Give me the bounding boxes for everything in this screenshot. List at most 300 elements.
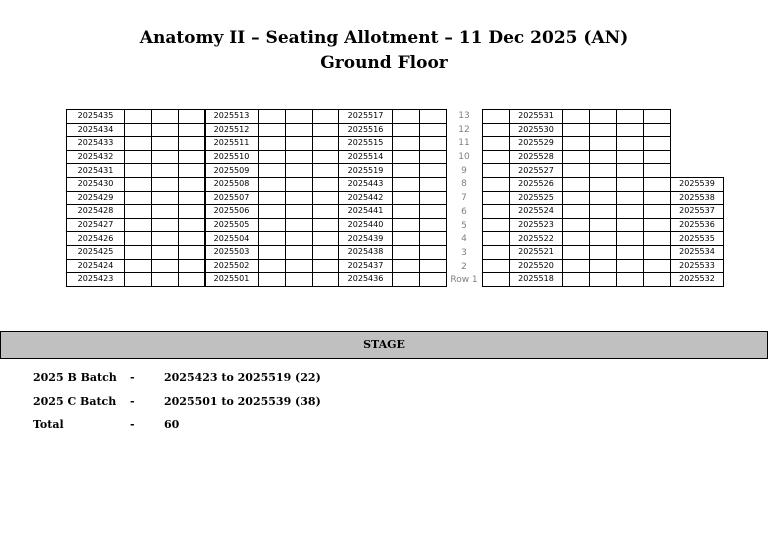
seat-cell: 2025539 [671,177,724,191]
seat-cell: 2025523 [510,218,563,232]
seat-cell [563,177,590,191]
seat-cell [259,259,286,273]
seat-cell [563,245,590,259]
seat-cell [563,150,590,164]
seat-cell [617,150,644,164]
seat-cell: 2025440 [339,218,393,232]
row-label: 2 [461,261,467,272]
seat-cell [483,191,510,205]
seat-row [205,273,339,287]
seat-cell [286,123,313,137]
seat-cell [590,164,617,178]
seat-cell: 2025429 [67,191,125,205]
seat-cell: 2025513 [205,110,259,124]
seat-cell [563,273,590,287]
seat-cell [420,123,447,137]
seat-cell: 2025439 [339,232,393,246]
seat-cell: 2025532 [671,273,724,287]
seat-cell [393,259,420,273]
seat-cell [179,232,206,246]
seat-cell: 2025512 [205,123,259,137]
seat-row [205,123,339,137]
seat-cell: 2025538 [671,191,724,205]
seat-cell [393,245,420,259]
summary-value: 2025423 to 2025519 (22) [164,371,321,384]
seat-row [67,259,206,273]
seat-row [67,123,206,137]
seat-cell: 2025507 [205,191,259,205]
seat-cell: 2025515 [339,137,393,151]
seat-cell [483,245,510,259]
seat-cell: 2025509 [205,164,259,178]
seat-cell: 2025510 [205,150,259,164]
seat-cell [125,259,152,273]
seat-cell [483,164,510,178]
row-label: 12 [458,124,470,135]
seat-cell: 2025508 [205,177,259,191]
seat-cell: 2025524 [510,205,563,219]
seat-cell: 2025525 [510,191,563,205]
seat-cell [393,123,420,137]
seat-cell: 2025526 [510,177,563,191]
seat-row [339,177,447,191]
seat-cell [563,218,590,232]
seat-cell [483,259,510,273]
seat-cell [286,245,313,259]
seat-cell [259,150,286,164]
summary-label: 2025 B Batch [33,371,117,384]
seat-cell [563,137,590,151]
seat-row [339,259,447,273]
seat-cell [393,177,420,191]
seat-cell: 2025527 [510,164,563,178]
seat-cell [644,150,671,164]
seat-cell [563,205,590,219]
seat-cell [483,123,510,137]
seat-cell [420,150,447,164]
seat-cell [590,177,617,191]
seat-cell [313,218,339,232]
seat-cell [393,218,420,232]
summary-dash: - [130,395,135,408]
seat-row [483,177,724,191]
seat-cell [286,205,313,219]
seat-cell [617,137,644,151]
seat-cell: 2025443 [339,177,393,191]
seat-cell [563,164,590,178]
seat-row [483,150,724,164]
seat-cell: 2025438 [339,245,393,259]
seat-cell [179,137,206,151]
seat-row [205,232,339,246]
seat-cell [617,273,644,287]
seat-cell [420,205,447,219]
seat-cell [125,123,152,137]
seat-cell [590,137,617,151]
seat-row [339,191,447,205]
seat-row [205,205,339,219]
seat-cell [125,205,152,219]
seat-cell: 2025504 [205,232,259,246]
seat-cell [125,218,152,232]
seat-cell [420,218,447,232]
seat-block-1 [66,109,206,287]
seat-cell: 2025514 [339,150,393,164]
seat-cell [313,205,339,219]
seat-cell [483,232,510,246]
seat-cell [393,150,420,164]
seat-cell: 2025518 [510,273,563,287]
seat-row [205,164,339,178]
seat-cell [617,259,644,273]
seat-cell [590,259,617,273]
seat-cell: 2025442 [339,191,393,205]
seat-block-2 [204,109,339,287]
seat-cell [563,259,590,273]
seat-cell [644,110,671,124]
seat-cell [259,205,286,219]
seat-cell [483,273,510,287]
seat-cell [644,137,671,151]
seat-row [205,137,339,151]
seat-cell [286,273,313,287]
seat-row [483,259,724,273]
seat-cell [617,164,644,178]
seat-cell [313,123,339,137]
seat-row [67,137,206,151]
seat-cell [313,259,339,273]
seat-row [339,150,447,164]
seat-cell [179,150,206,164]
seat-cell [644,259,671,273]
seat-cell [590,205,617,219]
seat-cell: 2025434 [67,123,125,137]
seat-cell [286,177,313,191]
seat-cell [286,164,313,178]
seat-cell [644,273,671,287]
seat-cell: 2025424 [67,259,125,273]
seat-cell [644,232,671,246]
seat-row [67,150,206,164]
seat-cell: 2025522 [510,232,563,246]
seat-cell [259,232,286,246]
seat-cell [286,232,313,246]
seat-cell [420,245,447,259]
seat-cell [393,137,420,151]
seat-cell [313,245,339,259]
seat-cell: 2025502 [205,259,259,273]
seat-row [67,110,206,124]
seat-cell [125,177,152,191]
seat-cell [259,177,286,191]
seat-cell [563,191,590,205]
seat-cell [286,150,313,164]
seat-row [483,191,724,205]
seat-cell [259,123,286,137]
seat-cell: 2025428 [67,205,125,219]
seat-cell: 2025436 [339,273,393,287]
seat-cell [590,218,617,232]
seat-cell: 2025533 [671,259,724,273]
seat-cell [152,218,179,232]
seat-cell [644,218,671,232]
seat-cell [420,164,447,178]
seat-cell [313,273,339,287]
seat-cell: 2025519 [339,164,393,178]
row-label: Row 1 [450,275,478,286]
seat-cell: 2025426 [67,232,125,246]
seat-cell [393,191,420,205]
seat-row [205,150,339,164]
seat-cell [259,164,286,178]
seat-cell [259,137,286,151]
seat-row [339,110,447,124]
seat-row [67,205,206,219]
seat-cell: 2025441 [339,205,393,219]
seat-cell [152,245,179,259]
seat-cell: 2025432 [67,150,125,164]
row-label: 3 [461,247,467,258]
seat-cell: 2025529 [510,137,563,151]
seat-cell [590,191,617,205]
seat-cell [313,177,339,191]
seat-row [483,232,724,246]
seat-cell [483,177,510,191]
seat-row [339,245,447,259]
seat-cell: 2025433 [67,137,125,151]
seat-row [205,191,339,205]
row-label: 13 [458,111,470,121]
seat-row [205,259,339,273]
seat-cell [483,137,510,151]
seat-cell [313,164,339,178]
seat-cell [590,232,617,246]
seat-cell [152,123,179,137]
seat-cell: 2025517 [339,110,393,124]
seat-cell [590,110,617,124]
seat-row [483,110,724,124]
seat-cell [483,218,510,232]
seat-cell: 2025505 [205,218,259,232]
seat-cell [179,218,206,232]
seat-row [67,232,206,246]
seat-cell [313,191,339,205]
seat-cell: 2025503 [205,245,259,259]
seat-cell [617,123,644,137]
seat-row [483,245,724,259]
seat-row [67,245,206,259]
seat-cell [644,205,671,219]
empty-seat-space [671,150,724,164]
seat-cell [420,110,447,124]
summary-row [0,395,768,411]
seat-cell [483,150,510,164]
row-label: 10 [458,152,470,163]
page-title: Anatomy II – Seating Allotment – 11 Dec 2025 (AN) [139,28,629,48]
row-label: 4 [461,234,467,245]
seat-row [339,123,447,137]
seat-cell [617,205,644,219]
seat-cell: 2025528 [510,150,563,164]
seat-cell [179,177,206,191]
seat-cell [152,259,179,273]
seat-block-4 [482,109,724,287]
row-label: 7 [461,193,467,204]
seat-cell: 2025425 [67,245,125,259]
seat-cell [617,177,644,191]
seat-cell [179,273,206,287]
row-label: 5 [461,220,467,231]
seat-cell [420,273,447,287]
seat-row [67,164,206,178]
seat-cell [420,191,447,205]
seat-cell [644,177,671,191]
empty-seat-space [671,123,724,137]
row-label: 6 [461,206,467,217]
seat-row [205,177,339,191]
seat-cell [179,110,206,124]
seat-row [205,218,339,232]
stage-banner: STAGE [0,331,768,359]
seat-cell [259,245,286,259]
seat-cell [393,232,420,246]
seat-cell [179,205,206,219]
row-labels [446,109,482,287]
seat-cell [125,137,152,151]
seat-cell [259,191,286,205]
seat-cell [393,273,420,287]
seat-row [205,110,339,124]
seat-cell [617,232,644,246]
seat-cell [125,110,152,124]
seat-cell: 2025516 [339,123,393,137]
seat-cell [152,164,179,178]
seat-cell [152,150,179,164]
seat-cell: 2025520 [510,259,563,273]
seat-row [483,137,724,151]
seat-row [205,245,339,259]
seat-cell [152,273,179,287]
seat-cell [644,191,671,205]
seat-cell [125,245,152,259]
seat-cell [152,205,179,219]
seat-row [483,164,724,178]
seat-cell: 2025535 [671,232,724,246]
empty-seat-space [671,137,724,151]
seat-cell [590,123,617,137]
seat-cell [644,245,671,259]
seat-cell [590,273,617,287]
seat-cell [125,191,152,205]
seat-cell [286,218,313,232]
seat-row [483,205,724,219]
seat-cell [393,164,420,178]
seat-cell: 2025521 [510,245,563,259]
seat-cell: 2025536 [671,218,724,232]
seat-cell [617,110,644,124]
seat-cell [483,110,510,124]
seat-cell [125,164,152,178]
seat-row [339,273,447,287]
seat-cell [125,273,152,287]
seat-cell [644,164,671,178]
seat-cell [393,205,420,219]
seat-cell [563,123,590,137]
seat-cell [125,150,152,164]
seat-row [339,205,447,219]
summary-value: 60 [164,418,180,431]
seat-cell [179,123,206,137]
seat-cell: 2025427 [67,218,125,232]
seat-cell [420,137,447,151]
seat-cell [152,137,179,151]
seat-cell: 2025423 [67,273,125,287]
seat-cell [313,137,339,151]
seat-cell [563,110,590,124]
empty-seat-space [671,164,724,178]
summary-row [0,418,768,434]
seat-cell [313,150,339,164]
seat-cell: 2025430 [67,177,125,191]
seat-cell [563,232,590,246]
seat-cell: 2025501 [205,273,259,287]
seat-cell [286,137,313,151]
seat-cell [152,177,179,191]
seat-cell [286,110,313,124]
seat-cell [617,218,644,232]
empty-seat-space [671,110,724,124]
seat-cell [152,110,179,124]
seat-cell [393,110,420,124]
seat-cell [420,177,447,191]
summary-dash: - [130,418,135,431]
seat-cell [259,110,286,124]
seat-row [339,164,447,178]
seat-row [67,191,206,205]
floor-subtitle: Ground Floor [320,53,448,73]
summary-row [0,371,768,387]
seat-cell [644,123,671,137]
seat-cell [125,232,152,246]
seat-cell: 2025435 [67,110,125,124]
seat-cell [420,259,447,273]
seat-row [483,273,724,287]
summary-dash: - [130,371,135,384]
summary-label: Total [33,418,64,431]
seat-cell [420,232,447,246]
seat-row [339,232,447,246]
seat-cell [179,164,206,178]
summary-value: 2025501 to 2025539 (38) [164,395,321,408]
seat-row [339,218,447,232]
row-label: 11 [458,138,470,149]
seat-cell [483,205,510,219]
seat-cell: 2025537 [671,205,724,219]
seat-cell: 2025511 [205,137,259,151]
seat-cell: 2025530 [510,123,563,137]
seat-row [483,218,724,232]
seat-row [67,177,206,191]
seat-cell: 2025437 [339,259,393,273]
seat-cell [259,273,286,287]
seat-cell: 2025534 [671,245,724,259]
seat-cell [259,218,286,232]
seat-cell [286,259,313,273]
seat-row [67,273,206,287]
seat-cell [152,232,179,246]
seat-cell [617,191,644,205]
seat-cell [286,191,313,205]
